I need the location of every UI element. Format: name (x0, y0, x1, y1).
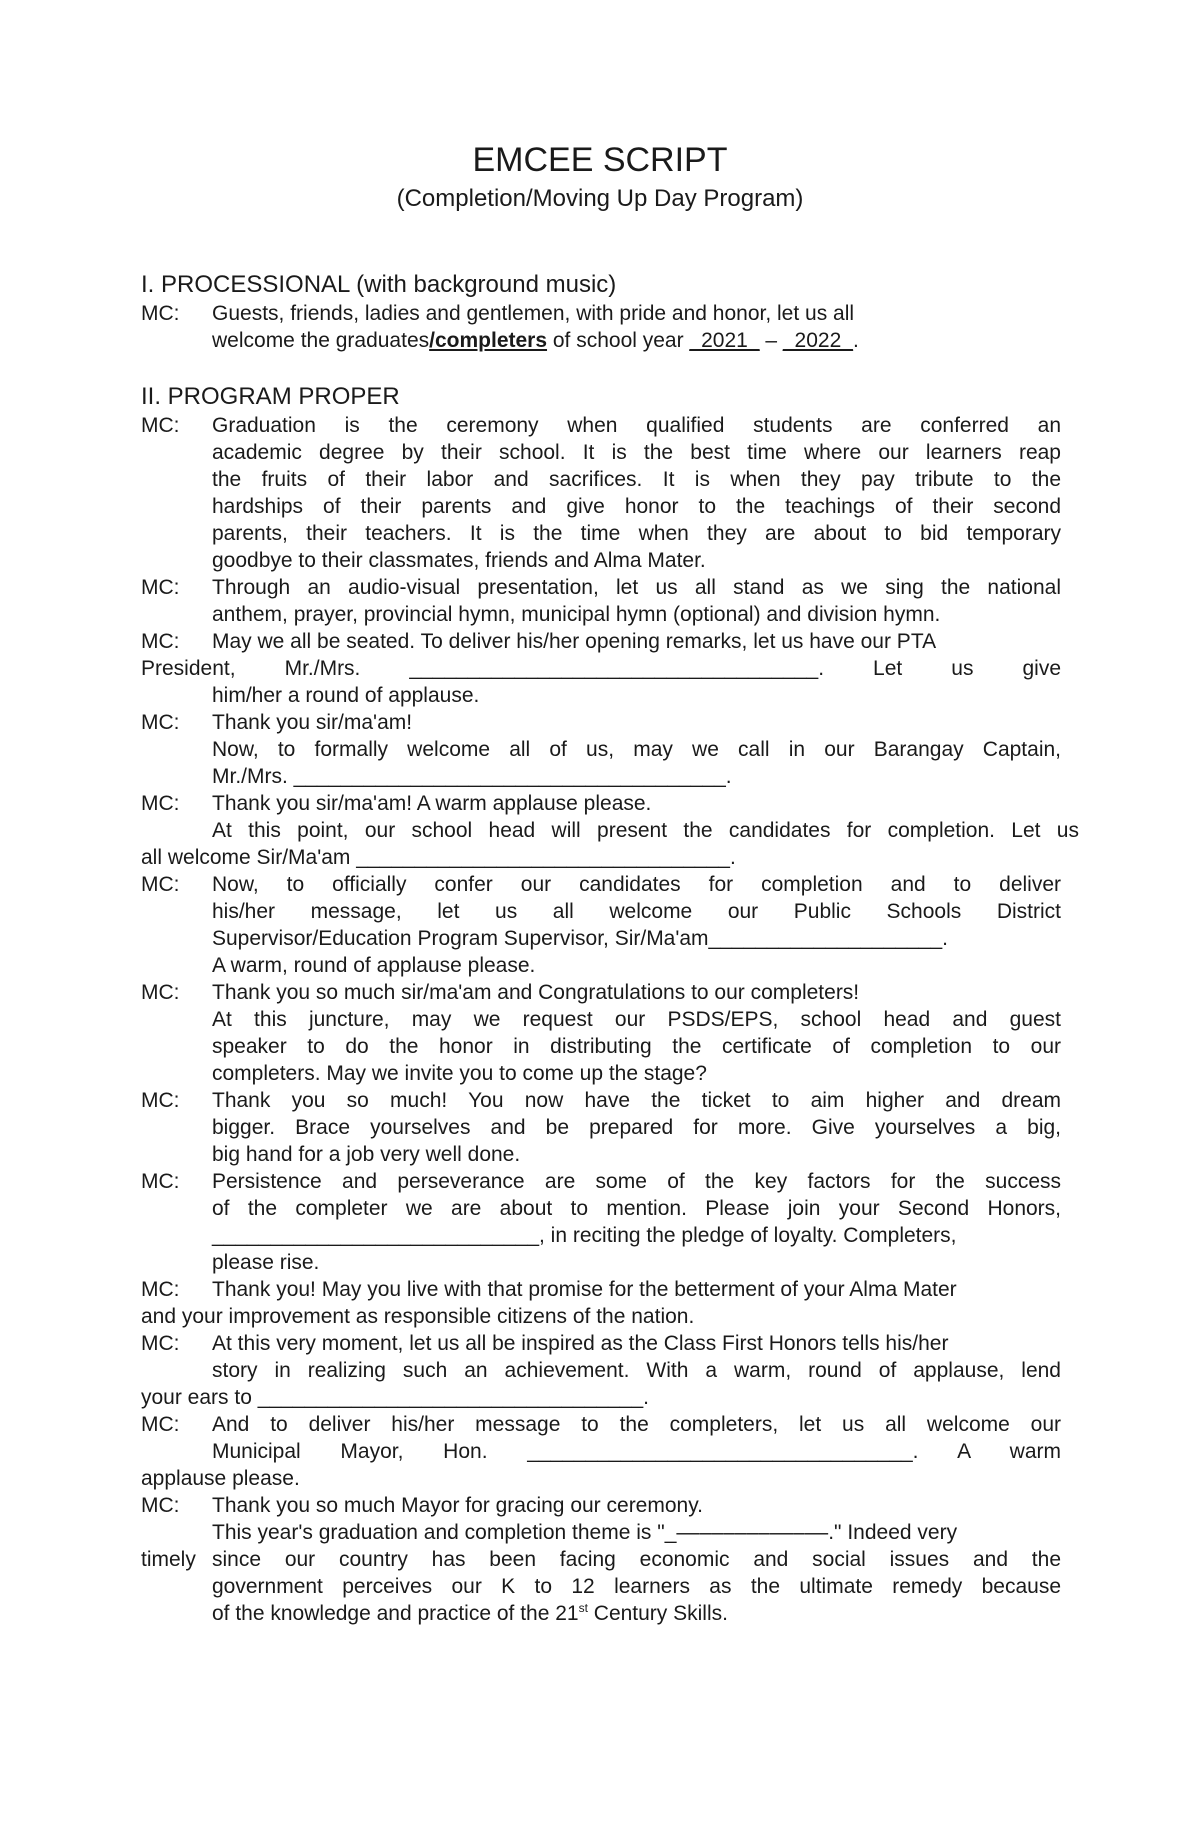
text-line: Thank you sir/ma'am! (212, 711, 413, 734)
program-heading: II. PROGRAM PROPER (141, 383, 400, 410)
text-line: speaker to do the honor in distributing the certificate of completion to our (212, 1035, 1061, 1058)
text-line: parents, their teachers. It is the time when they are about to bid temporary (212, 522, 1061, 545)
ordinal-superscript: st (578, 1601, 588, 1615)
text-line: Now, to formally welcome all of us, may we call in our Barangay Captain, (212, 738, 1061, 761)
processional-block (141, 300, 1061, 354)
document-title: EMCEE SCRIPT (472, 141, 728, 179)
mc-label: MC: (141, 414, 180, 437)
text-line: him/her a round of applause. (212, 684, 480, 707)
text-line: Thank you sir/ma'am! A warm applause please. (212, 792, 652, 815)
text-line: government perceives our K to 12 learners as the ultimate remedy because (212, 1575, 1061, 1598)
program-block (141, 412, 1079, 1627)
text-line: big hand for a job very well done. (212, 1143, 521, 1166)
text-line: story in realizing such an achievement. With a warm, round of applause, lend (212, 1359, 1061, 1382)
text-line: completers. May we invite you to come up the stage? (212, 1062, 707, 1085)
text-line: Supervisor/Education Program Supervisor, Sir/Ma'am____________________. (212, 927, 948, 950)
text-line: Through an audio-visual presentation, let us all stand as we sing the national (212, 576, 1061, 599)
mc-label: MC: (141, 302, 180, 325)
mc-label: MC: (141, 1170, 180, 1193)
mc-label: MC: (141, 576, 180, 599)
text-line: Thank you so much sir/ma'am and Congratulations to our completers! (212, 981, 860, 1004)
year-start: _2021_ (689, 329, 760, 352)
mc-label: MC: (141, 873, 180, 896)
text-line: Persistence and perseverance are some of the key factors for the success (212, 1170, 1061, 1193)
text-line: A warm, round of applause please. (212, 954, 536, 977)
text-line: Now, to officially confer our candidates for completion and to deliver (212, 873, 1061, 896)
text-line: applause please. (141, 1467, 300, 1490)
text-line: President, Mr./Mrs. ___________________________________. Let us give (141, 657, 1061, 680)
text-line: bigger. Brace yourselves and be prepared for more. Give yourselves a big, (212, 1116, 1061, 1139)
text-line: Graduation is the ceremony when qualified students are conferred an (212, 414, 1061, 437)
text-line: of the completer we are about to mention. Please join your Second Honors, (212, 1197, 1061, 1220)
mc-label: MC: (141, 1413, 180, 1436)
text-line: Municipal Mayor, Hon. _________________________________. A warm (212, 1440, 1061, 1463)
document-subtitle: (Completion/Moving Up Day Program) (396, 185, 804, 212)
mc-label: MC: (141, 1332, 180, 1355)
timely-label: timely (141, 1548, 196, 1571)
text-line: At this point, our school head will present the candidates for completion. Let us (212, 819, 1079, 842)
processional-heading: I. PROCESSIONAL (with background music) (141, 271, 617, 298)
text-line: Mr./Mrs. _____________________________________. (212, 765, 732, 788)
text-line: welcome the graduates/completers of school year _2021_ – _2022_. (212, 329, 859, 352)
text-line: all welcome Sir/Ma'am ________________________________. (141, 846, 736, 869)
text-line: Thank you so much Mayor for gracing our ceremony. (212, 1494, 703, 1517)
text-line: his/her message, let us all welcome our Public Schools District (212, 900, 1061, 923)
mc-label: MC: (141, 1089, 180, 1112)
text-line: the fruits of their labor and sacrifices. It is when they pay tribute to the (212, 468, 1061, 491)
mc-label: MC: (141, 792, 180, 815)
text-line: of the knowledge and practice of the 21st Century Skills. (212, 1601, 728, 1625)
mc-label: MC: (141, 981, 180, 1004)
text-line: Thank you so much! You now have the ticket to aim higher and dream (212, 1089, 1061, 1112)
text-line: academic degree by their school. It is the best time where our learners reap (212, 441, 1061, 464)
completers-emphasis: /completers (429, 329, 548, 352)
text-line: your ears to _________________________________. (141, 1386, 649, 1409)
text-line: Thank you! May you live with that promise for the betterment of your Alma Mater (212, 1278, 957, 1301)
text-line: and your improvement as responsible citizens of the nation. (141, 1305, 695, 1328)
text-line: Guests, friends, ladies and gentlemen, with pride and honor, let us all (212, 302, 855, 325)
mc-label: MC: (141, 1278, 180, 1301)
text-line: goodbye to their classmates, friends and Alma Mater. (212, 549, 706, 572)
mc-label: MC: (141, 711, 180, 734)
text-line: hardships of their parents and give honor to the teachings of their second (212, 495, 1061, 518)
text-line: anthem, prayer, provincial hymn, municipal hymn (optional) and division hymn. (212, 603, 941, 626)
text-line: since our country has been facing economic and social issues and the (212, 1548, 1061, 1571)
year-end: _2022_ (782, 329, 853, 352)
mc-label: MC: (141, 630, 180, 653)
mc-label: MC: (141, 1494, 180, 1517)
text-line: At this juncture, may we request our PSDS/EPS, school head and guest (212, 1008, 1061, 1031)
text-line: May we all be seated. To deliver his/her opening remarks, let us have our PTA (212, 630, 937, 653)
text-line: please rise. (212, 1251, 320, 1274)
text-line: ____________________________, in reciting the pledge of loyalty. Completers, (212, 1224, 957, 1247)
text-line: This year's graduation and completion theme is "_–––––––––––––." Indeed very (212, 1521, 958, 1544)
text-line: At this very moment, let us all be inspired as the Class First Honors tells his/her (212, 1332, 949, 1355)
text-line: And to deliver his/her message to the completers, let us all welcome our (212, 1413, 1061, 1436)
